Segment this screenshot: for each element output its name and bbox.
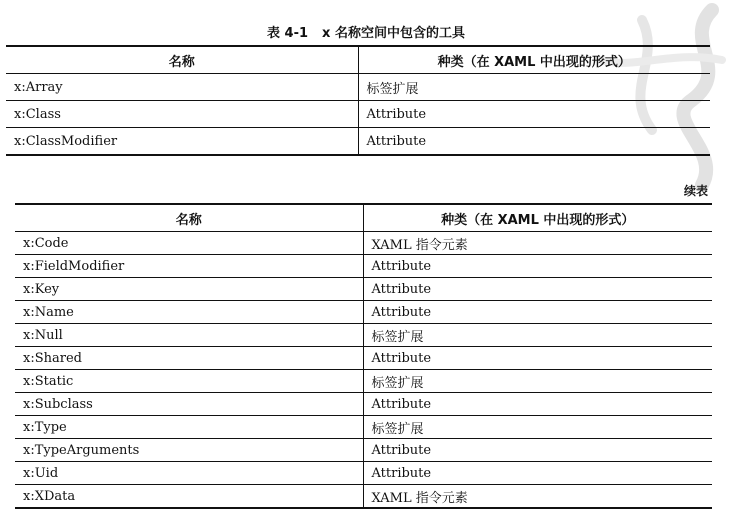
cell-kind: Attribute <box>363 393 712 416</box>
cell-name: x:Uid <box>15 462 363 485</box>
cell-name: x:ClassModifier <box>6 128 358 156</box>
table-row <box>15 439 712 462</box>
tools-table-part-2 <box>15 203 712 509</box>
table-row <box>15 278 712 301</box>
cell-name: x:Static <box>15 370 363 393</box>
cell-name: x:Shared <box>15 347 363 370</box>
table-row <box>15 370 712 393</box>
column-header-name: 名称 <box>15 204 363 232</box>
column-header-name: 名称 <box>6 46 358 74</box>
continued-label: 续表 <box>683 184 708 198</box>
cell-name: x:Array <box>6 74 358 101</box>
cell-name: x:Class <box>6 101 358 128</box>
table-row <box>15 232 712 255</box>
cell-name: x:FieldModifier <box>15 255 363 278</box>
cell-name: x:Subclass <box>15 393 363 416</box>
cell-kind: 标签扩展 <box>363 416 712 439</box>
table-row <box>15 324 712 347</box>
cell-kind: Attribute <box>363 278 712 301</box>
caption-title: x 名称空间中包含的工具 <box>322 26 465 41</box>
cell-name: x:Code <box>15 232 363 255</box>
table-row <box>15 462 712 485</box>
cell-kind: Attribute <box>363 347 712 370</box>
cell-name: x:Key <box>15 278 363 301</box>
table-row <box>15 416 712 439</box>
table-row <box>6 74 710 101</box>
cell-name: x:Name <box>15 301 363 324</box>
cell-kind: Attribute <box>363 255 712 278</box>
cell-name: x:Null <box>15 324 363 347</box>
table-row <box>15 301 712 324</box>
table-header-row <box>15 204 712 232</box>
cell-kind: Attribute <box>363 301 712 324</box>
cell-kind: 标签扩展 <box>363 370 712 393</box>
table-caption <box>0 22 732 41</box>
cell-name: x:Type <box>15 416 363 439</box>
cell-kind: Attribute <box>363 439 712 462</box>
cell-name: x:TypeArguments <box>15 439 363 462</box>
table-row <box>15 347 712 370</box>
cell-kind: Attribute <box>358 128 710 156</box>
cell-kind: Attribute <box>363 462 712 485</box>
cell-name: x:XData <box>15 485 363 509</box>
table-row <box>15 255 712 278</box>
table-row <box>15 485 712 509</box>
column-header-kind: 种类（在 XAML 中出现的形式） <box>363 204 712 232</box>
cell-kind: Attribute <box>358 101 710 128</box>
cell-kind: XAML 指令元素 <box>363 232 712 255</box>
table-header-row <box>6 46 710 74</box>
column-header-kind: 种类（在 XAML 中出现的形式） <box>358 46 710 74</box>
cell-kind: 标签扩展 <box>358 74 710 101</box>
tools-table-part-1 <box>6 45 710 156</box>
cell-kind: XAML 指令元素 <box>363 485 712 509</box>
cell-kind: 标签扩展 <box>363 324 712 347</box>
table-row <box>6 101 710 128</box>
table-row <box>6 128 710 156</box>
table-row <box>15 393 712 416</box>
caption-number: 表 4-1 <box>267 26 309 41</box>
